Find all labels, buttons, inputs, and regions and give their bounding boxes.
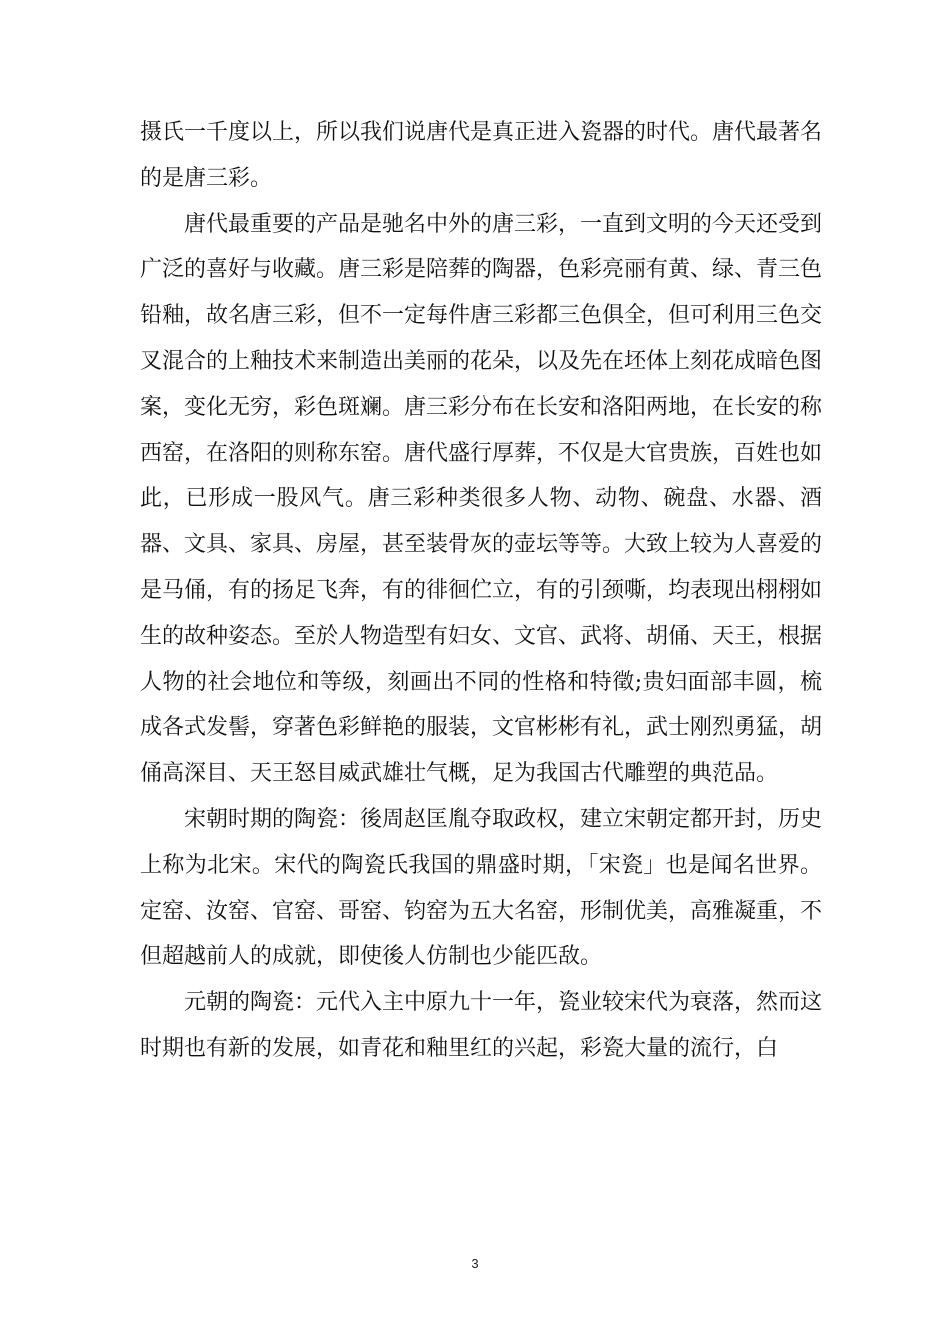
paragraph-1: 摄氏一千度以上，所以我们说唐代是真正进入瓷器的时代。唐代最著名的是唐三彩。	[140, 120, 823, 191]
paragraph-2: 唐代最重要的产品是驰名中外的唐三彩，一直到文明的今天还受到广泛的喜好与收藏。唐三彩是陪葬的陶器，色彩亮丽有黄、绿、青三色铅釉，故名唐三彩，但不一定每件唐三彩都三色俱全，但可利用三色交叉混合的上釉技术来制造出美丽的花朵，以及先在坯体上刻花成暗色图案，变化无穷，彩色斑斓。唐三彩分布在长安和洛阳两地，在长安的称西窑，在洛阳的则称东窑。唐代盛行厚葬，不仅是大官贵族，百姓也如此，已形成一股风气。唐三彩种类很多人物、动物、碗盘、水器、酒器、文具、家具、房屋，甚至装骨灰的壶坛等等。大致上较为人喜爱的是马俑，有的扬足飞奔，有的徘徊伫立，有的引颈嘶，均表现出栩栩如生的故种姿态。至於人物造型有妇女、文官、武将、胡俑、天王，根据人物的社会地位和等级，刻画出不同的性格和特徵;贵妇面部丰圆，梳成各式发髻，穿著色彩鲜艳的服装，文官彬彬有礼，武士刚烈勇猛，胡俑高深目、天王怒目威武雄壮气概，足为我国古代雕塑的典范品。	[140, 211, 823, 787]
paragraph-3: 宋朝时期的陶瓷：後周赵匡胤夺取政权，建立宋朝定都开封，历史上称为北宋。宋代的陶瓷氏我国的鼎盛时期，「宋瓷」也是闻名世界。定窑、汝窑、官窑、哥窑、钧窑为五大名窑，形制优美，高雅凝重，不但超越前人的成就，即使後人仿制也少能匹敌。	[140, 806, 823, 970]
paragraph-4: 元朝的陶瓷：元代入主中原九十一年，瓷业较宋代为衰落，然而这时期也有新的发展，如青花和釉里红的兴起，彩瓷大量的流行，白	[140, 990, 823, 1061]
document-body	[140, 110, 822, 1072]
page-number: 3	[471, 1256, 479, 1271]
